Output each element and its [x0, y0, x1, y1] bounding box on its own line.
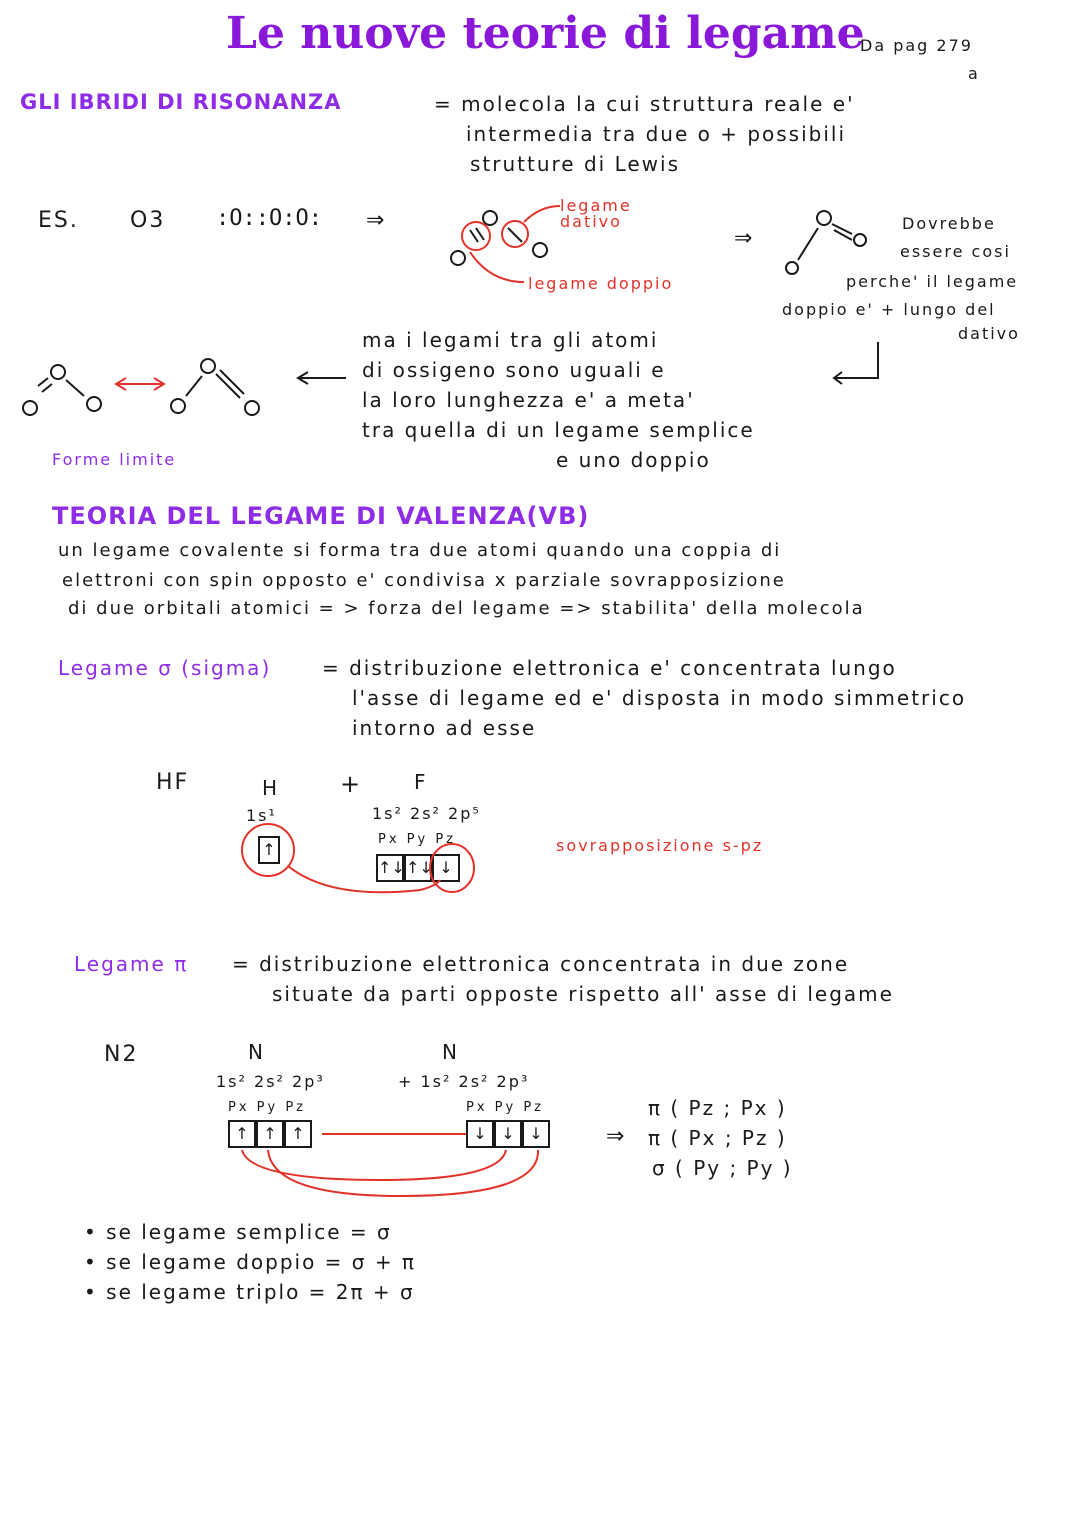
n2-atom-1: N	[248, 1040, 265, 1064]
ozone-annotation-circles	[462, 206, 560, 282]
resonance-heading: GLI IBRIDI DI RISONANZA	[20, 90, 342, 114]
pi-line1: = distribuzione elettronica concentrata in due zone	[232, 952, 850, 976]
hf-atom-h: H	[262, 776, 280, 800]
n2-arrow: ⇒	[606, 1124, 625, 1149]
hf-plus: +	[340, 770, 363, 798]
bullet-3: • se legame triplo = 2π + σ	[84, 1280, 415, 1304]
hf-config-h: 1s¹	[246, 806, 277, 825]
but-line1: ma i legami tra gli atomi	[362, 328, 659, 352]
hf-molecule: HF	[156, 770, 190, 795]
orbital-box-f-py: ↑↓	[404, 854, 432, 882]
n2-atom-2: N	[442, 1040, 459, 1064]
arrow-1: ⇒	[366, 208, 385, 233]
n2-result-1: π ( Pz ; Px )	[648, 1096, 787, 1120]
bullet-2: • se legame doppio = σ + π	[84, 1250, 416, 1274]
limit-form-2	[171, 359, 259, 415]
orbital-box-f-px: ↑↓	[376, 854, 404, 882]
orbital-box-f-pz: ↓	[432, 854, 460, 882]
sigma-line1: = distribuzione elettronica e' concentrata lungo	[322, 656, 897, 680]
hf-overlap-connector	[242, 824, 474, 892]
orbital-box-n2-py: ↓	[494, 1120, 522, 1148]
sigma-line3: intorno ad esse	[352, 716, 537, 740]
bullet-3-text: se legame triplo = 2π + σ	[106, 1280, 415, 1304]
resonance-arrow	[116, 378, 164, 390]
should-be-line5: dativo	[958, 324, 1020, 343]
hf-config-f: 1s² 2s² 2p⁵	[372, 804, 481, 823]
bullet-1-text: se legame semplice = σ	[106, 1220, 392, 1244]
pi-label: Legame π	[74, 952, 189, 976]
bullet-1: • se legame semplice = σ	[84, 1220, 392, 1244]
orbital-box-n1-px: ↑	[228, 1120, 256, 1148]
should-be-line1: Dovrebbe	[902, 214, 996, 233]
resonance-def-line2: intermedia tra due o + possibili	[466, 122, 847, 146]
sigma-line2: l'asse di legame ed e' disposta in modo simmetrico	[352, 686, 967, 710]
n2-overlap-connectors	[242, 1134, 538, 1196]
but-line3: la loro lunghezza e' a meta'	[362, 388, 695, 412]
ozone-formula: O3	[130, 208, 166, 233]
vb-line2: elettroni con spin opposto e' condivisa x parziale sovrapposizione	[62, 570, 786, 591]
n2-config-2: + 1s² 2s² 2p³	[398, 1072, 530, 1091]
resonance-def-line1: = molecola la cui struttura reale e'	[434, 92, 855, 116]
overlap-label: sovrapposizione s-pz	[556, 836, 764, 855]
n2-molecule: N2	[104, 1042, 139, 1067]
arrow-2: ⇒	[734, 226, 753, 251]
page-ref-cont: a	[968, 64, 980, 83]
but-line2: di ossigeno sono uguali e	[362, 358, 666, 382]
resonance-def-line3: strutture di Lewis	[470, 152, 681, 176]
hf-atom-f: F	[414, 770, 428, 794]
page-title: Le nuove teorie di legame	[226, 8, 865, 59]
label-dative: legame dativo	[560, 196, 632, 231]
limit-form-1	[23, 365, 101, 415]
vb-line1: un legame covalente si forma tra due atomi quando una coppia di	[58, 540, 782, 561]
forms-label: Forme limite	[52, 450, 177, 469]
orbital-box-n2-pz: ↓	[522, 1120, 550, 1148]
ozone-structure	[451, 211, 547, 265]
should-be-line2: essere cosi	[900, 242, 1011, 261]
pi-line2: situate da parti opposte rispetto all' asse di legame	[272, 982, 894, 1006]
should-be-line3: perche' il legame	[846, 272, 1019, 291]
example-label: ES.	[38, 208, 79, 233]
page-ref: Da pag 279	[860, 36, 973, 55]
n2-result-2: π ( Px ; Pz )	[648, 1126, 787, 1150]
vb-line3: di due orbitali atomici = > forza del legame => stabilita' della molecola	[68, 598, 865, 619]
n2-result-3: σ ( Py ; Py )	[652, 1156, 793, 1180]
label-double: legame doppio	[528, 274, 674, 293]
bullet-2-text: se legame doppio = σ + π	[106, 1250, 416, 1274]
n2-orbital-labels-1: Px Py Pz	[228, 1100, 306, 1115]
hf-orbital-labels: Px Py Pz	[378, 832, 456, 847]
n2-orbital-labels-2: Px Py Pz	[466, 1100, 544, 1115]
vb-heading: TEORIA DEL LEGAME DI VALENZA(VB)	[52, 502, 590, 530]
ozone-lewis: :O::O:O:	[216, 206, 322, 231]
orbital-box-n2-px: ↓	[466, 1120, 494, 1148]
orbital-box-n1-pz: ↑	[284, 1120, 312, 1148]
orbital-box-n1-py: ↑	[256, 1120, 284, 1148]
should-be-line4: doppio e' + lungo del	[782, 300, 996, 319]
n2-config-1: 1s² 2s² 2p³	[216, 1072, 325, 1091]
but-line4: tra quella di un legame semplice	[362, 418, 755, 442]
orbital-box-h-1s: ↑	[258, 836, 280, 864]
ozone-expected-structure	[786, 211, 866, 274]
sigma-label: Legame σ (sigma)	[58, 656, 272, 680]
but-line5: e uno doppio	[556, 448, 711, 472]
